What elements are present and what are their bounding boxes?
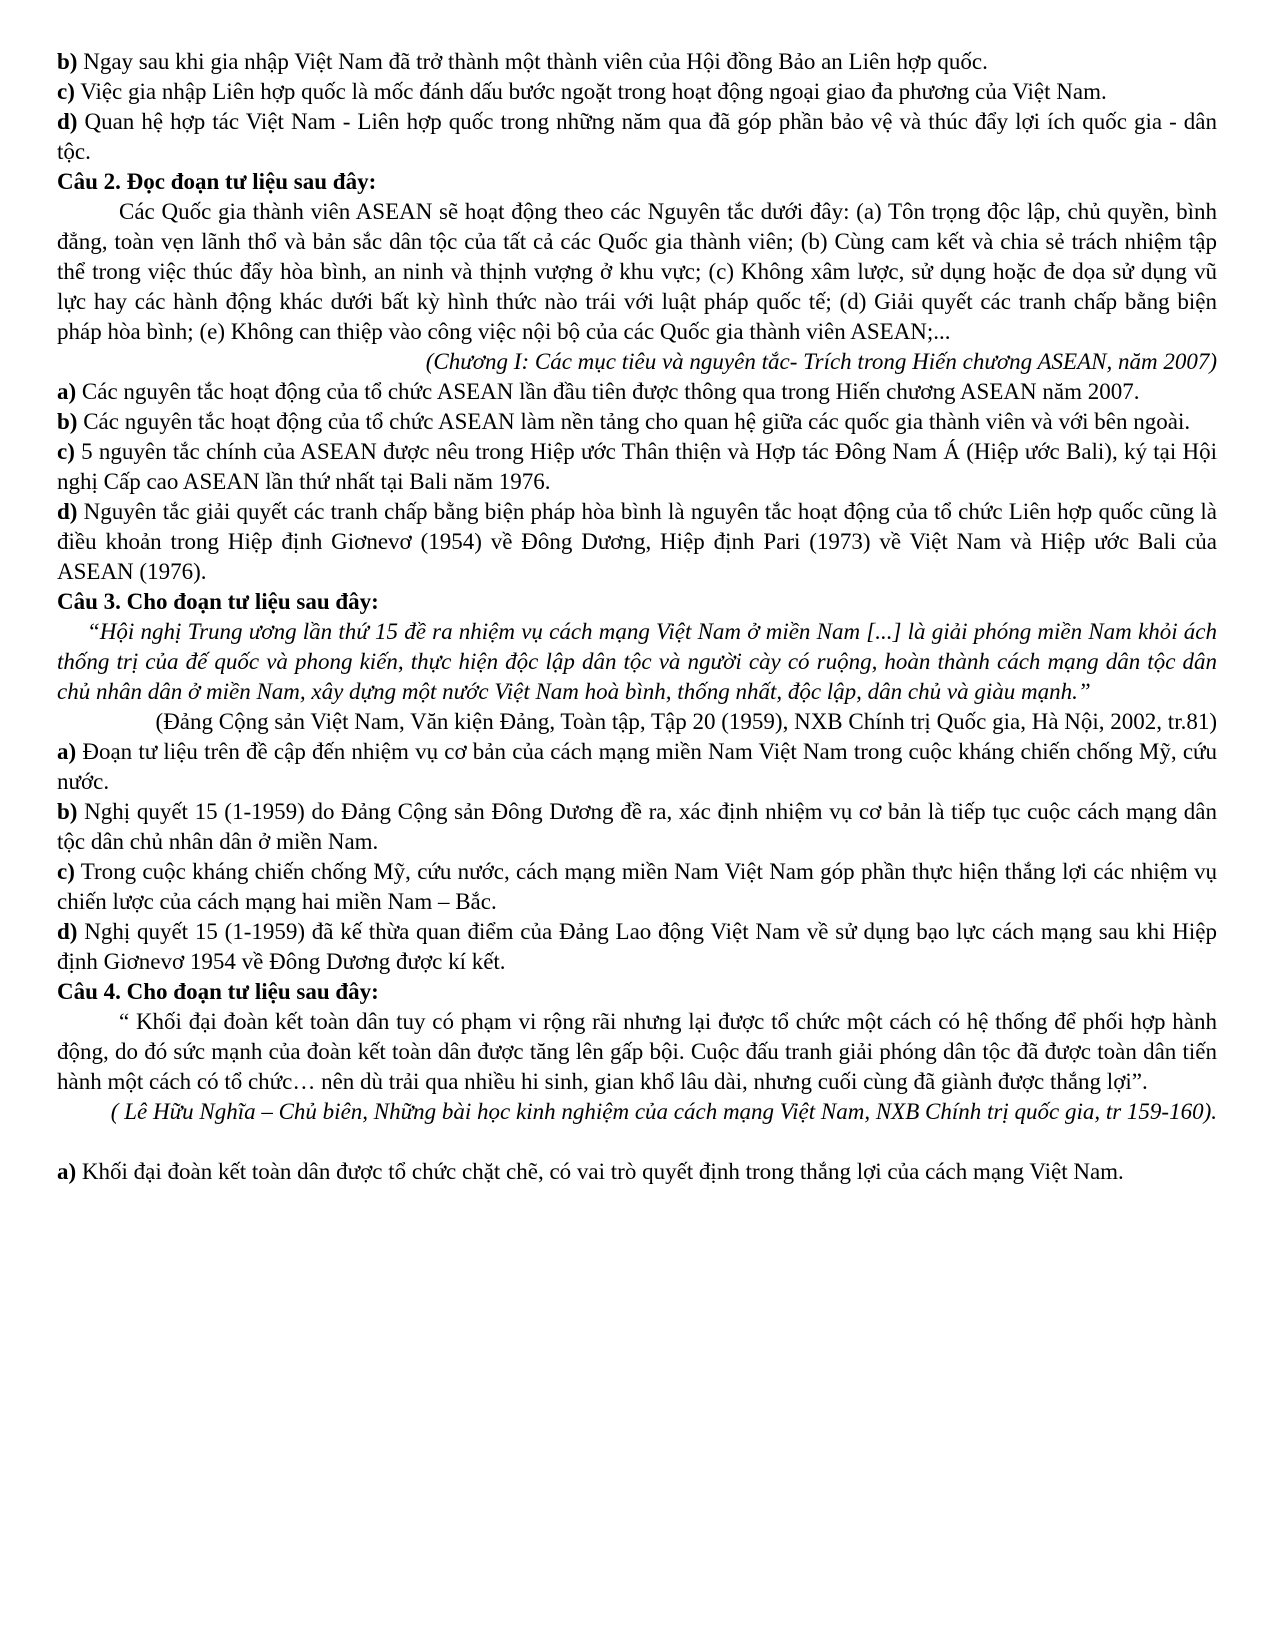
item-text: Quan hệ hợp tác Việt Nam - Liên hợp quốc trong những năm qua đã góp phần bảo vệ và thúc đẩy lợi ích quốc gia - dân tộc. xyxy=(57,109,1217,164)
item-text: Nguyên tắc giải quyết các tranh chấp bằng biện pháp hòa bình là nguyên tắc hoạt động của tổ chức Liên hợp quốc cũng là điều khoản trong Hiệp định Giơnevơ (1954) về Đông Dương, Hiệp định Pari (1973) về Việt Nam và Hiệp ước Bali của ASEAN (1976). xyxy=(57,499,1217,584)
item-letter: c) xyxy=(57,859,75,884)
document-page xyxy=(57,47,1217,1187)
item-text: Các nguyên tắc hoạt động của tổ chức ASEAN làm nền tảng cho quan hệ giữa các quốc gia thành viên và với bên ngoài. xyxy=(77,409,1191,434)
item-letter: c) xyxy=(57,439,75,464)
item-text: 5 nguyên tắc chính của ASEAN được nêu trong Hiệp ước Thân thiện và Hợp tác Đông Nam Á (Hiệp ước Bali), ký tại Hội nghị Cấp cao ASEAN lần thứ nhất tại Bali năm 1976. xyxy=(57,439,1217,494)
item-letter: a) xyxy=(57,739,77,764)
q3-passage: “Hội nghị Trung ương lần thứ 15 đề ra nhiệm vụ cách mạng Việt Nam ở miền Nam [...] là giải phóng miền Nam khỏi ách thống trị của đế quốc và phong kiến, thực hiện độc lập dân tộc và người cày có ruộng, hoàn thành cách mạng dân tộc dân chủ nhân dân ở miền Nam, xây dựng một nước Việt Nam hoà bình, thống nhất, độc lập, dân chủ và giàu mạnh.” xyxy=(57,619,1217,704)
q2-source: (Chương I: Các mục tiêu và nguyên tắc- Trích trong Hiến chương ASEAN, năm 2007) xyxy=(425,349,1217,374)
q4-passage: “ Khối đại đoàn kết toàn dân tuy có phạm vi rộng rãi nhưng lại được tổ chức một cách có hệ thống để phối hợp hành động, do đó sức mạnh của đoàn kết toàn dân được tăng lên gấp bội. Cuộc đấu tranh giải phóng dân tộc đã được toàn dân tiến hành một cách có tổ chức… nên dù trải qua nhiều hi sinh, gian khổ lâu dài, nhưng cuối cùng đã giành được thắng lợi”. xyxy=(57,1009,1217,1094)
item-letter: a) xyxy=(57,1159,77,1184)
q2-heading: Câu 2. Đọc đoạn tư liệu sau đây: xyxy=(57,169,377,194)
q3-heading: Câu 3. Cho đoạn tư liệu sau đây: xyxy=(57,589,379,614)
q2-item-d xyxy=(57,497,1217,587)
item-text: Các nguyên tắc hoạt động của tổ chức ASEAN lần đầu tiên được thông qua trong Hiến chương ASEAN năm 2007. xyxy=(76,379,1140,404)
item-letter: b) xyxy=(57,799,78,824)
item-letter: b) xyxy=(57,49,78,74)
item-letter: a) xyxy=(57,379,77,404)
q3-item-c xyxy=(57,857,1217,917)
q3-item-b xyxy=(57,797,1217,857)
q2-item-a xyxy=(57,377,1217,407)
item-letter: b) xyxy=(57,409,78,434)
q3-item-d xyxy=(57,917,1217,977)
item-letter: d) xyxy=(57,499,78,524)
q4-heading: Câu 4. Cho đoạn tư liệu sau đây: xyxy=(57,979,379,1004)
item-text: Nghị quyết 15 (1-1959) đã kế thừa quan điểm của Đảng Lao động Việt Nam về sử dụng bạo lực cách mạng sau khi Hiệp định Giơnevơ 1954 về Đông Dương được kí kết. xyxy=(57,919,1217,974)
item-letter: c) xyxy=(57,79,75,104)
item-text: Khối đại đoàn kết toàn dân được tổ chức chặt chẽ, có vai trò quyết định trong thắng lợi của cách mạng Việt Nam. xyxy=(76,1159,1124,1184)
q1-item-b xyxy=(57,47,1217,77)
item-text: Trong cuộc kháng chiến chống Mỹ, cứu nước, cách mạng miền Nam Việt Nam góp phần thực hiện thắng lợi các nhiệm vụ chiến lược của cách mạng hai miền Nam – Bắc. xyxy=(57,859,1217,914)
item-text: Đoạn tư liệu trên đề cập đến nhiệm vụ cơ bản của cách mạng miền Nam Việt Nam trong cuộc kháng chiến chống Mỹ, cứu nước. xyxy=(57,739,1217,794)
q3-source: (Đảng Cộng sản Việt Nam, Văn kiện Đảng, Toàn tập, Tập 20 (1959), NXB Chính trị Quốc gia, Hà Nội, 2002, tr.81) xyxy=(155,709,1217,734)
q2-item-b xyxy=(57,407,1217,437)
blank-line xyxy=(57,1127,1217,1157)
q1-item-c xyxy=(57,77,1217,107)
item-letter: d) xyxy=(57,919,78,944)
item-text: Việc gia nhập Liên hợp quốc là mốc đánh dấu bước ngoặt trong hoạt động ngoại giao đa phương của Việt Nam. xyxy=(74,79,1107,104)
q3-item-a xyxy=(57,737,1217,797)
q2-item-c xyxy=(57,437,1217,497)
item-letter: d) xyxy=(57,109,78,134)
q4-source: ( Lê Hữu Nghĩa – Chủ biên, Những bài học kinh nghiệm của cách mạng Việt Nam, NXB Chính trị quốc gia, tr 159-160). xyxy=(110,1099,1217,1124)
item-text: Nghị quyết 15 (1-1959) do Đảng Cộng sản Đông Dương đề ra, xác định nhiệm vụ cơ bản là tiếp tục cuộc cách mạng dân tộc dân chủ nhân dân ở miền Nam. xyxy=(57,799,1217,854)
item-text: Ngay sau khi gia nhập Việt Nam đã trở thành một thành viên của Hội đồng Bảo an Liên hợp quốc. xyxy=(77,49,988,74)
q4-item-a xyxy=(57,1157,1217,1187)
q1-item-d xyxy=(57,107,1217,167)
q2-passage: Các Quốc gia thành viên ASEAN sẽ hoạt động theo các Nguyên tắc dưới đây: (a) Tôn trọng độc lập, chủ quyền, bình đẳng, toàn vẹn lãnh thổ và bản sắc dân tộc của tất cả các Quốc gia thành viên; (b) Cùng cam kết và chia sẻ trách nhiệm tập thể trong việc thúc đẩy hòa bình, an ninh và thịnh vượng ở khu vực; (c) Không xâm lược, sử dụng hoặc đe dọa sử dụng vũ lực hay các hành động khác dưới bất kỳ hình thức nào trái với luật pháp quốc tế; (d) Giải quyết các tranh chấp bằng biện pháp hòa bình; (e) Không can thiệp vào công việc nội bộ của các Quốc gia thành viên ASEAN;... xyxy=(57,199,1217,344)
